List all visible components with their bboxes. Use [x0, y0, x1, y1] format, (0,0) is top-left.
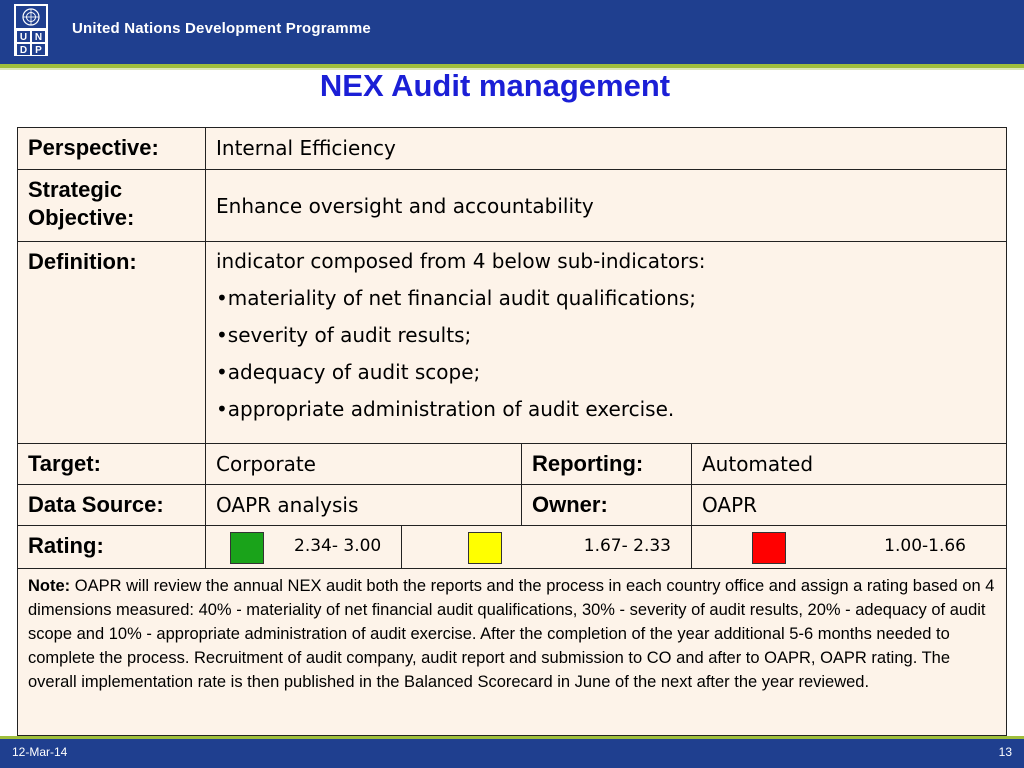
page-title: NEX Audit management: [319, 68, 671, 103]
logo-letter: U: [16, 30, 31, 43]
table-row-definition: [18, 242, 1006, 444]
definition-bullet: •appropriate administration of audit exercise.: [216, 397, 675, 421]
table-row-perspective: [18, 128, 1006, 170]
org-name: United Nations Development Programme: [72, 20, 371, 37]
table-row-rating: [18, 526, 1006, 569]
slide-number: 13: [998, 745, 1012, 759]
target-value-cell: [206, 444, 522, 484]
reporting-value-cell: [692, 444, 1006, 484]
red-rating-range: 1.00-1.66: [884, 536, 966, 556]
reporting-value: Automated: [702, 452, 814, 476]
data-source-label-cell: [18, 485, 206, 525]
perspective-value-cell: [206, 128, 1006, 169]
rating-level-yellow: [402, 526, 692, 568]
perspective-value: Internal Efficiency: [216, 136, 396, 160]
red-rating-swatch: [752, 532, 786, 564]
table-row-objective: [18, 170, 1006, 242]
header-bar: [0, 0, 1024, 64]
definition-line: indicator composed from 4 below sub-indicators:: [216, 249, 706, 273]
undp-logo: [14, 4, 48, 56]
rating-label: Rating:: [28, 533, 104, 558]
logo-letter: P: [31, 43, 46, 56]
objective-value: Enhance oversight and accountability: [216, 193, 594, 218]
target-label: Target:: [28, 451, 101, 476]
logo-letter: N: [31, 30, 46, 43]
definition-label-cell: [18, 242, 206, 443]
data-source-value: OAPR analysis: [216, 493, 359, 517]
definition-bullet: •adequacy of audit scope;: [216, 360, 481, 384]
perspective-label-cell: [18, 128, 206, 169]
owner-value-cell: [692, 485, 1006, 525]
target-value: Corporate: [216, 452, 316, 476]
target-label-cell: [18, 444, 206, 484]
definition-value-cell: [206, 242, 1006, 443]
note-text: OAPR will review the annual NEX audit both the reports and the process in each country office and assign a rating based on 4 dimensions measured: 40% - materiality of net financial audit qualifications, 30% - severity of audit results, 20% - adequacy of audit scope and 10% - appropriate administration of audit exercise. After the completion of the year additional 5-6 months needed to complete the process. Recruitment of audit company, audit report and submission to CO and after to OAPR, OAPR rating. The overall implementation rate is then published in the Balanced Scorecard in June of the next after the year reviewed.: [28, 577, 995, 691]
rating-level-red: [692, 526, 1006, 568]
logo-letter: D: [16, 43, 31, 56]
objective-label-line1: Strategic: [28, 177, 123, 202]
objective-label-cell: [18, 170, 206, 241]
data-source-value-cell: [206, 485, 522, 525]
rating-label-cell: [18, 526, 206, 568]
owner-label-cell: [522, 485, 692, 525]
yellow-rating-swatch: [468, 532, 502, 564]
objective-label: [18, 170, 205, 232]
reporting-label: Reporting:: [532, 451, 644, 476]
table-row-target: [18, 444, 1006, 485]
green-rating-range: 2.34- 3.00: [294, 536, 382, 556]
objective-label-line2: Objective:: [28, 205, 135, 230]
note-text-block: [18, 569, 1006, 694]
footer-bar: [0, 739, 1024, 768]
green-rating-swatch: [230, 532, 264, 564]
owner-value: OAPR: [702, 493, 758, 517]
definition-label: Definition:: [28, 249, 137, 274]
yellow-rating-range: 1.67- 2.33: [583, 536, 671, 556]
un-emblem-icon: [16, 6, 46, 28]
data-source-label: Data Source:: [28, 492, 164, 517]
note-label: Note:: [28, 577, 71, 595]
table-row-data-source: [18, 485, 1006, 526]
owner-label: Owner:: [532, 492, 608, 517]
indicator-table: [17, 127, 1007, 736]
perspective-label: Perspective:: [28, 135, 159, 160]
rating-level-green: [206, 526, 402, 568]
definition-bullet: •materiality of net financial audit qualifications;: [216, 286, 697, 310]
reporting-label-cell: [522, 444, 692, 484]
objective-value-cell: [206, 170, 1006, 241]
slide-date: 12-Mar-14: [12, 745, 68, 759]
definition-bullet: •severity of audit results;: [216, 323, 472, 347]
